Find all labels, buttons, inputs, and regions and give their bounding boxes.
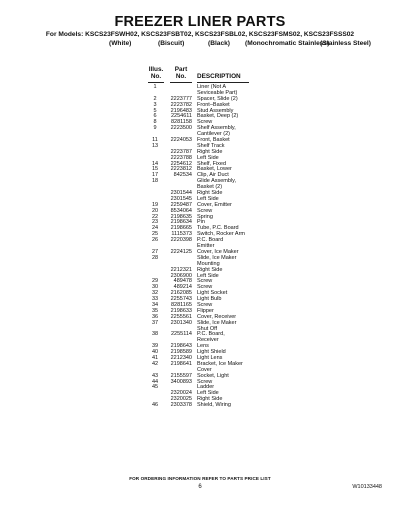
part-number: 2198635 [170,213,192,220]
part-number: 2223787 [170,148,192,155]
illus-number: 13 [151,142,159,149]
part-number: 2224053 [170,137,192,144]
illus-number: 23 [151,219,159,226]
table-row [0,403,400,409]
part-number: 2320025 [170,396,192,403]
page-number: 6 [198,484,202,490]
part-number: 2198665 [170,225,192,232]
illus-number: 11 [152,137,158,144]
part-number: 2223812 [170,166,192,173]
part-number: 2196483 [170,107,192,114]
part-number: 2223782 [170,101,192,108]
illus-number: 15 [151,166,159,173]
illus-number: 34 [151,301,159,308]
column-header-description: DESCRIPTION [197,73,241,81]
part-description: Shield, Wiring [197,402,231,409]
part-number: 2223788 [170,154,192,161]
illus-header-line-1: Illus. [148,66,164,73]
part-number: 2198589 [170,349,192,356]
illus-number: 19 [151,201,159,208]
part-number: 2301545 [170,195,192,202]
part-description: Mounting [197,260,220,267]
illus-number: 3 [153,101,157,108]
parts-table [0,85,400,409]
part-number: 2212340 [170,354,192,361]
illus-number: 26 [151,237,159,244]
part-description: P.C. Board [197,237,224,244]
color-monochromatic-stainless: (Monochromatic Stainless) [245,40,330,47]
part-number: 2301340 [170,319,192,326]
part-description: Left Side [197,195,219,202]
part-description: Front–Basket [197,101,230,108]
part-number: 2255114 [170,331,192,338]
part-number: 2198643 [170,343,192,350]
illus-number: 2 [153,95,157,102]
color-black: (Black) [208,40,230,47]
part-number: 2220398 [170,237,192,244]
part-description: Ladder [197,384,215,391]
illus-number: 6 [153,113,157,120]
illus-number: 45 [151,384,159,391]
part-description: Basket (2) [197,184,223,191]
page-title: FREEZER LINER PARTS [114,14,286,30]
part-number: 2224125 [170,248,192,255]
part-description: Liner (Not A [197,84,227,90]
part-number: 489478 [173,278,192,285]
part-number: 2254611 [170,113,192,120]
part-number: 2255561 [170,313,192,320]
part-description: Tube, P.C. Board [197,225,239,232]
part-number: 2198633 [170,307,192,314]
illus-number: 29 [151,278,159,285]
illus-number: 35 [151,307,159,314]
part-description: Right Side [197,396,223,403]
part-description: Screw [197,284,213,291]
column-header-illus [148,66,164,81]
part-description: Spring [197,213,213,220]
part-number: 2162085 [170,290,192,297]
illus-number: 18 [151,178,159,185]
part-description: Shelf Assembly, [197,125,236,132]
part-number: 2254612 [170,160,192,167]
part-number: 3400893 [170,378,192,385]
part-description: Left Side [197,390,219,397]
part-description: Screw [197,301,213,308]
part-description: Glide Assembly, [197,178,237,185]
part-number: 8534064 [170,207,192,214]
part-description: Lens [197,343,209,350]
illus-number: 24 [151,225,159,232]
part-description: Clip, Air Duct [197,172,229,179]
part-description: Right Side [197,148,223,155]
part-description: Slide, Ice Maker [197,319,237,326]
model-list: For Models: KSCS23FSWH02, KSCS23FSBT02, KSCS23FSBL02, KSCS23FSMS02, KSCS23FSSS02 [45,31,355,38]
part-number: 489214 [173,284,192,291]
illus-number: 39 [151,343,159,350]
part-number: 2301544 [170,190,192,197]
illus-number: 20 [151,207,159,214]
illus-number: 22 [151,213,159,220]
part-description: Front, Basket [197,137,230,144]
part-description: Receiver [197,337,219,344]
illus-number: 8 [153,119,157,126]
part-description: Screw [197,278,213,285]
part-number: 2255743 [170,296,192,303]
part-number: 2303378 [170,402,192,409]
illus-number: 41 [151,354,159,361]
part-description: Flipper [197,307,214,314]
illus-number: 14 [151,160,159,167]
part-description: Shelf, Fixed [197,160,227,167]
color-stainless-steel: (Stainless Steel) [320,40,371,47]
illus-header-line-2: No. [150,73,162,81]
part-description: Seviceable Part) [197,89,238,96]
column-header-part [170,66,192,81]
part-description: Screw [197,378,213,385]
part-number: 2223777 [170,95,192,102]
illus-number: 38 [151,331,159,338]
part-description: Left Side [197,272,219,279]
part-description: Basket, Lower [197,166,232,173]
illus-number: 43 [151,372,159,379]
part-description: Cover, Ice Maker [197,248,239,255]
part-description: Light Socket [197,290,228,297]
part-description: Light Shield [197,349,226,356]
part-description: Slide, Ice Maker [197,254,237,261]
part-number: 8281165 [170,301,192,308]
part-number: 8281158 [170,119,192,126]
illus-number: 36 [151,313,159,320]
part-description: Shelf Track [197,142,225,149]
illus-number: 44 [151,378,159,385]
illus-number: 37 [151,319,159,326]
part-number: 1115373 [171,231,192,238]
part-description: Switch, Rocker Arm [197,231,245,238]
illus-number: 42 [151,360,159,367]
illus-number: 33 [151,296,159,303]
part-description: Shut Off [197,325,218,332]
part-description: Cover, Receiver [197,313,237,320]
part-number: 2155597 [170,372,192,379]
illus-number: 28 [151,254,159,261]
illus-number: 40 [151,349,159,356]
part-description: P.C. Board, [197,331,225,338]
part-description: Bracket, Ice Maker [197,360,243,367]
ordering-note: FOR ORDERING INFORMATION REFER TO PARTS PRICE LIST [129,476,271,481]
color-biscuit: (Biscuit) [158,40,185,47]
part-description: Socket, Light [197,372,229,379]
part-header-line-2: No. [175,73,187,81]
illus-number: 5 [153,107,157,114]
part-description: Emitter [197,243,215,250]
part-description: Spacer, Slide (2) [197,95,238,102]
description-header-underline [197,82,249,83]
illus-number: 32 [151,290,159,297]
illus-header-underline [148,82,164,83]
part-number: 2320024 [170,390,192,397]
part-description: Light Bulb [197,296,222,303]
part-description: Right Side [197,266,223,273]
illus-number: 17 [151,172,159,179]
part-description: Light Lens [197,354,223,361]
part-description: Cover, Emitter [197,201,232,208]
illus-number: 1 [153,84,157,90]
illus-number: 9 [153,125,157,132]
color-white: (White) [109,40,132,47]
part-number: 2223500 [170,125,192,132]
document-number: W10133448 [352,484,382,490]
part-number: 2198634 [170,219,192,226]
part-description: Cover [197,366,212,373]
illus-number: 25 [151,231,159,238]
part-number: 2259487 [170,201,192,208]
part-number: 2306900 [170,272,192,279]
part-description: Basket, Deep (2) [197,113,239,120]
part-description: Left Side [197,154,219,161]
part-description: Stud Assembly [197,107,234,114]
part-description: Screw [197,119,213,126]
illus-number: 30 [151,284,159,291]
part-description: Cantilever (2) [197,131,231,138]
part-header-line-1: Part [174,66,188,73]
part-number: 2198641 [170,360,192,367]
part-number: 2212321 [170,266,192,273]
part-description: Pin [197,219,205,226]
illus-number: 46 [151,402,159,409]
part-number: 842534 [173,172,192,179]
color-variants [0,40,400,50]
part-description: Screw [197,207,213,214]
part-header-underline [170,82,192,83]
part-description: Right Side [197,190,223,197]
illus-number: 27 [151,248,159,255]
